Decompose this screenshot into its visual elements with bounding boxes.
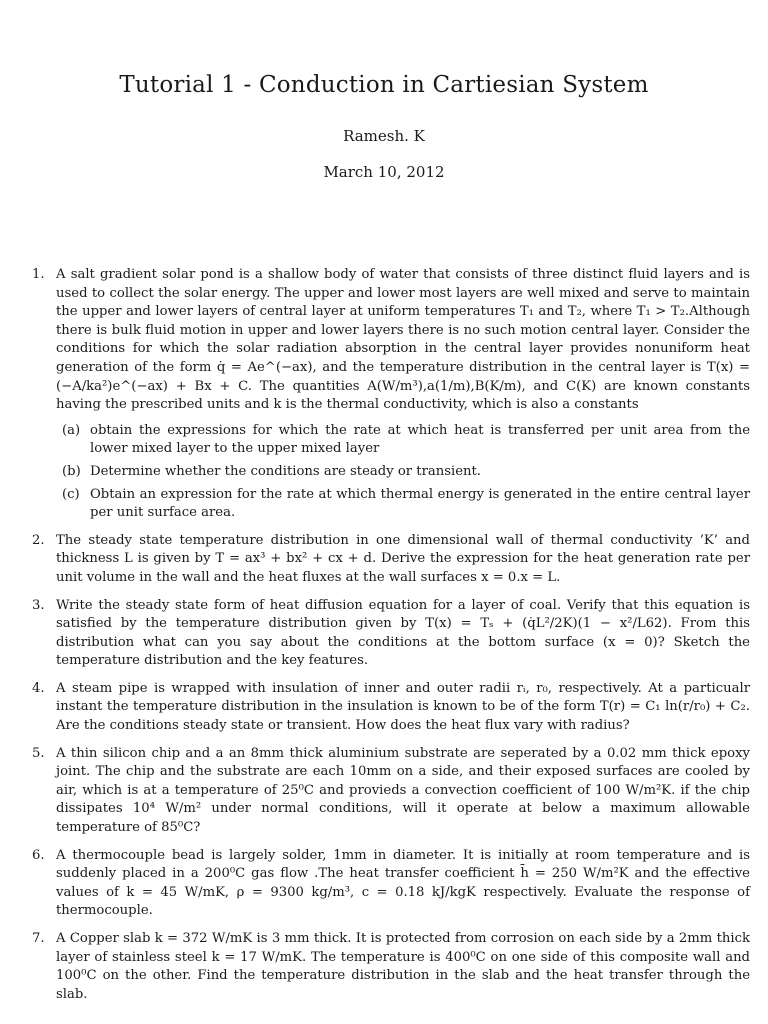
problem-text: A salt gradient solar pond is a shallow body of water that consists of three distinct fluid layers and is used to collect the solar energy. The upper and lower most layers are well mixed and serve to maintain the upper and lower layers of central layer at uniform temperatures T₁ and T₂, where T₁ > T₂.Although there is bulk fluid motion in upper and lower layers there is no such motion central layer. Consider the conditions for which the solar radiation absorption in the central layer provides nonuniform heat generation of the form q̇ = Ae^(−ax), and the temperature distribution in the central layer is T(x) = (−A/ka²)e^(−ax) + Bx + C. The quantities A(W/m³),a(1/m),B(K/m), and C(K) are known constants having the prescribed units and k is the thermal conductivity, which is also a constants xyxy=(56,267,750,413)
document-date: March 10, 2012 xyxy=(323,163,445,181)
problem-number: 6. xyxy=(32,847,45,863)
subpart-text: Obtain an expression for the rate at which thermal energy is generated in the entire central layer per unit surface area. xyxy=(90,486,750,521)
problem-text: Write the steady state form of heat diffusion equation for a layer of coal. Verify that this equation is satisfied by the temperature distribution given by T(x) = Tₛ + (q̇L²/2K)(1 − x²/L62). From this distribution what can you say about the conditions at the bottom surface (x = 0)? Sketch the temperature distribution and the key features. xyxy=(56,597,750,669)
problem-2 xyxy=(32,532,750,588)
subpart-list xyxy=(56,422,750,523)
problem-6 xyxy=(32,847,750,921)
subpart-label: (a) xyxy=(62,422,81,438)
problem-text: The steady state temperature distribution in one dimensional wall of thermal conductivity ’K’ and thickness L is given by T = ax³ + bx² + cx + d. Derive the expression for the heat generation rate per unit volume in the wall and the heat fluxes at the wall surfaces x = 0.x = L. xyxy=(56,532,750,585)
problem-number: 3. xyxy=(32,597,45,613)
problem-text: A thermocouple bead is largely solder, 1mm in diameter. It is initially at room temperature and is suddenly placed in a 200⁰C gas flow .The heat transfer coefficient h̄ = 250 W/m²K and the effective values of k = 45 W/mK, ρ = 9300 kg/m³, c = 0.18 kJ/kgK respectively. Evaluate the response of thermocouple. xyxy=(56,847,750,919)
subpart-text: Determine whether the conditions are steady or transient. xyxy=(90,463,482,479)
subpart-b xyxy=(56,463,750,482)
subpart-label: (b) xyxy=(62,463,81,479)
subpart-a xyxy=(56,422,750,459)
problem-list xyxy=(32,266,750,1013)
problem-1 xyxy=(32,266,750,523)
problem-7 xyxy=(32,930,750,1004)
problem-number: 7. xyxy=(32,931,45,946)
problem-text: A steam pipe is wrapped with insulation of inner and outer radii rᵢ, r₀, respectively. At a particualr instant the temperature distribution in the insulation is known to be of the form T(r) = C₁ ln(r/r₀) + C₂. Are the conditions steady state or transient. How does the heat flux vary with radius? xyxy=(56,680,750,734)
problem-text: A Copper slab k = 372 W/mK is 3 mm thick. It is protected from corrosion on each side by a 2mm thick layer of stainless steel k = 17 W/mK. The temperature is 400⁰C on one side of this composite wall and 100⁰C on the other. Find the temperature distribution in the slab and the heat transfer through the slab. xyxy=(56,931,750,1002)
problem-number: 1. xyxy=(32,267,45,282)
document-title: Tutorial 1 - Conduction in Cartiesian System xyxy=(119,72,649,98)
problem-3 xyxy=(32,597,750,671)
subpart-text: obtain the expressions for which the rate at which heat is transferred per unit area from the lower mixed layer to the upper mixed layer xyxy=(90,422,750,457)
problem-number: 2. xyxy=(32,532,45,548)
subpart-label: (c) xyxy=(62,486,80,502)
problem-number: 5. xyxy=(32,745,45,761)
document-author: Ramesh. K xyxy=(343,127,425,145)
problem-4 xyxy=(32,680,750,736)
problem-5 xyxy=(32,745,750,838)
problem-text: A thin silicon chip and a an 8mm thick aluminium substrate are seperated by a 0.02 mm thick epoxy joint. The chip and the substrate are each 10mm on a side, and their exposed surfaces are cooled by air, which is at a temperature of 25⁰C and provieds a convection coefficient of 100 W/m²K. if the chip dissipates 10⁴ W/m² under normal conditions, will it operate at below a maximum allowable temperature of 85⁰C? xyxy=(56,745,750,836)
problem-number: 4. xyxy=(32,680,45,696)
subpart-c xyxy=(56,486,750,523)
